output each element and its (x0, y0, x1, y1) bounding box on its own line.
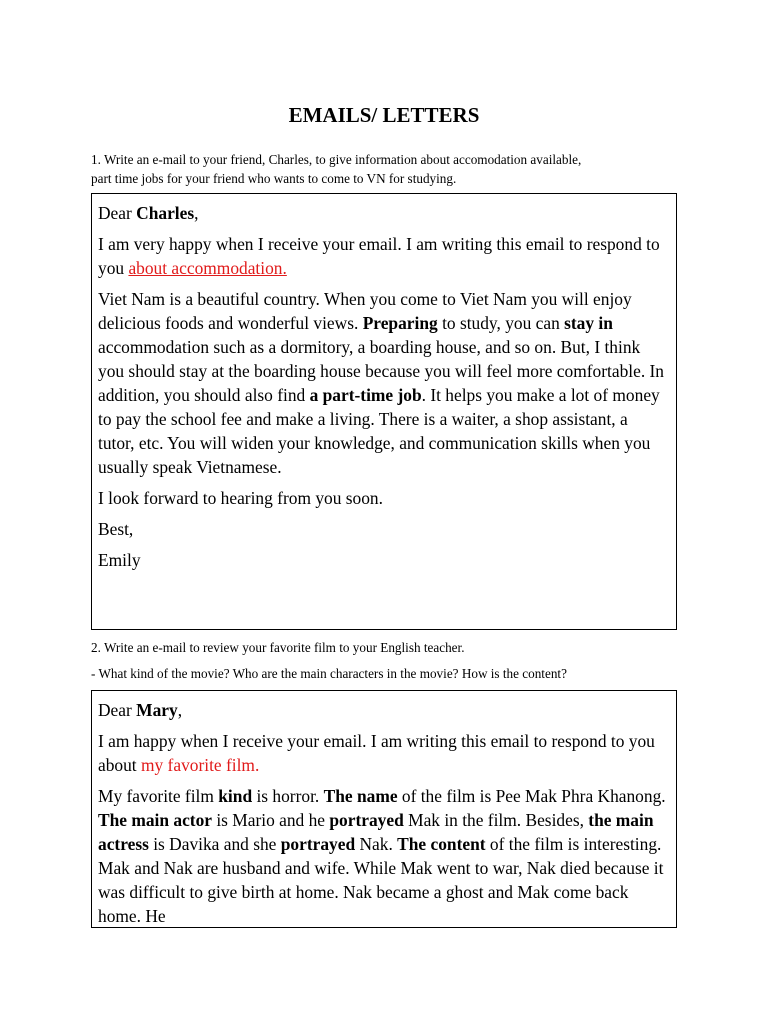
body-text: of the film is interesting. Mak and Nak are husband and wife. While Mak went to war, Nak died because it was difficult to give birth at home. Nak became a ghost and Mak come back home. He (98, 834, 664, 926)
bold-phrase: Preparing (362, 313, 438, 333)
opening-text: I am very happy when I receive your email. I am writing this email to respond to you (98, 234, 660, 278)
body-text: Viet Nam is a beautiful country. When you come to Viet Nam you will enjoy delicious foods and wonderful views. (98, 289, 632, 333)
bold-phrase: The content (397, 834, 486, 854)
task-1-prompt-line-1: 1. Write an e-mail to your friend, Charles, to give information about accomodation available, (91, 152, 582, 167)
body-text: to study, you can (437, 313, 565, 333)
email-1-greeting (98, 201, 668, 225)
recipient-name: Charles (136, 203, 195, 223)
email-1-opening (98, 232, 668, 280)
body-text: is Davika and she (148, 834, 281, 854)
bold-phrase: portrayed (329, 810, 404, 830)
body-text: accommodation such as a dormitory, a boarding house, and so on. But, I think you should stay at the boarding house because you will feel more comfortable. In addition, you should also find (98, 337, 665, 405)
task-1-prompt-line-2: part time jobs for your friend who wants to come to VN for studying. (91, 171, 457, 186)
email-2-box (91, 690, 677, 928)
email-1-closing: I look forward to hearing from you soon. (98, 488, 383, 508)
opening-text: I am happy when I receive your email. I am writing this email to respond to you about (98, 731, 655, 775)
bold-phrase: a part-time job (309, 385, 422, 405)
email-2-greeting (98, 698, 668, 722)
task-2-prompt-line-1: 2. Write an e-mail to review your favorite film to your English teacher. (91, 640, 465, 655)
body-text: is Mario and he (212, 810, 330, 830)
task-2-prompt-line-2: - What kind of the movie? Who are the main characters in the movie? How is the content? (91, 666, 567, 681)
highlighted-topic: my favorite film. (140, 755, 260, 775)
body-text: is horror. (252, 786, 324, 806)
page-title: EMAILS/ LETTERS (288, 103, 480, 127)
greeting-comma: , (177, 700, 183, 720)
greeting-word: Dear (98, 203, 132, 223)
bold-phrase: kind (218, 786, 253, 806)
email-2-body (98, 784, 668, 928)
bold-phrase: stay in (564, 313, 613, 333)
bold-phrase: The main actor (98, 810, 212, 830)
email-1-signoff: Best, (98, 519, 134, 539)
email-2-opening (98, 729, 668, 777)
body-text: Nak. (355, 834, 398, 854)
bold-phrase: portrayed (280, 834, 356, 854)
email-1-box (91, 193, 677, 630)
task-1-prompt (91, 150, 691, 188)
highlighted-topic: about accommodation. (128, 258, 287, 278)
bold-phrase: The name (323, 786, 398, 806)
recipient-name: Mary (136, 700, 178, 720)
email-1-signature: Emily (98, 550, 141, 570)
email-1-body (98, 287, 668, 479)
bold-phrase: the main actress (98, 810, 654, 854)
body-text: My favorite film (98, 786, 219, 806)
greeting-comma: , (194, 203, 199, 223)
greeting-word: Dear (98, 700, 132, 720)
body-text: . It helps you make a lot of money to pay the school fee and make a living. There is a waiter, a shop assistant, a tutor, etc. You will widen your knowledge, and communication skills when you usually speak Vietnamese. (98, 385, 660, 477)
body-text: Mak in the film. Besides, (403, 810, 589, 830)
body-text: of the film is Pee Mak Phra Khanong. (397, 786, 666, 806)
